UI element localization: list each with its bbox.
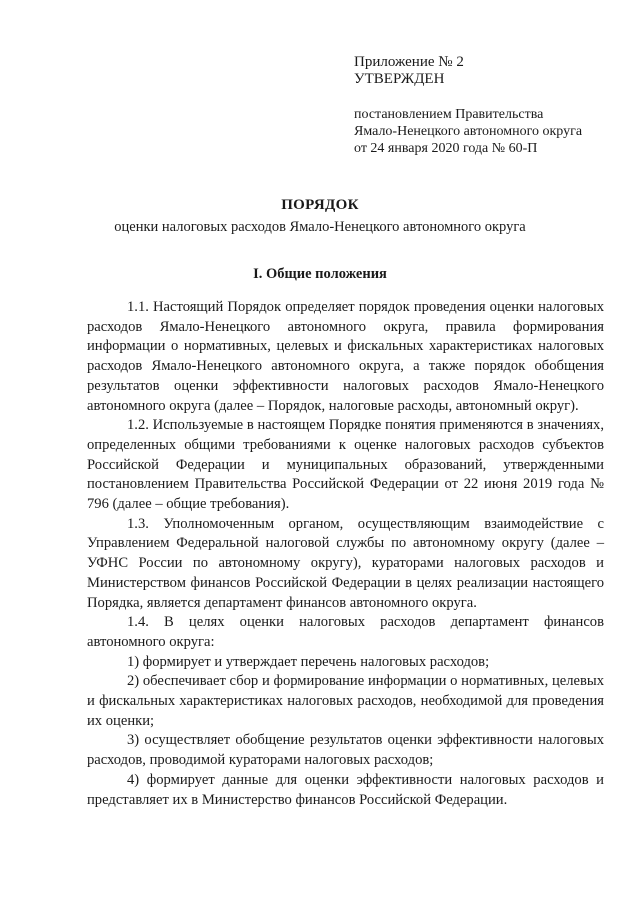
paragraph-1-3: 1.3. Уполномоченным органом, осуществляющим взаимодействие с Управлением Федеральной налоговой службы по автономному округу (далее – УФНС России по автономному округу), кураторами налоговых расходов и Министерством финансов Российской Федерации в целях реализации настоящего Порядка, является департамент финансов автономного округа.: [87, 515, 604, 611]
approval-header: [354, 54, 582, 157]
paragraph-1-1: 1.1. Настоящий Порядок определяет порядок проведения оценки налоговых расходов Ямало-Ненецкого автономного округа, правила формирования информации о нормативных, целевых и фискальных характеристиках налоговых расходов Ямало-Ненецкого автономного округа, а также порядок обобщения результатов оценки эффективности налоговых расходов Ямало-Ненецкого автономного округа (далее – Порядок, налоговые расходы, автономный округ).: [87, 299, 604, 414]
list-item-4: 4) формирует данные для оценки эффективности налоговых расходов и представляет их в Министерство финансов Российской Федерации.: [87, 771, 604, 808]
decree-line-2: Ямало-Ненецкого автономного округа: [354, 124, 583, 139]
document-body: [87, 298, 604, 810]
list-item-2: 2) обеспечивает сбор и формирование информации о нормативных, целевых и фискальных характеристиках налоговых расходов, необходимой для проведения их оценки;: [87, 673, 604, 729]
decree-line-3: от 24 января 2020 года № 60-П: [354, 141, 538, 156]
appendix-label: Приложение № 2: [354, 54, 464, 70]
approved-label: УТВЕРЖДЕН: [354, 71, 445, 87]
list-item-1: 1) формирует и утверждает перечень налоговых расходов;: [127, 653, 490, 670]
decree-line-1: постановлением Правительства: [354, 107, 544, 122]
paragraph-1-4: 1.4. В целях оценки налоговых расходов департамент финансов автономного округа:: [87, 614, 604, 650]
header-spacer: [354, 88, 582, 106]
document-subtitle: оценки налоговых расходов Ямало-Ненецкого автономного округа: [114, 219, 526, 235]
list-item-3: 3) осуществляет обобщение результатов оценки эффективности налоговых расходов, проводимой кураторами налоговых расходов;: [87, 732, 604, 769]
paragraph-1-2: 1.2. Используемые в настоящем Порядке понятия применяются в значениях, определенных общими требованиями к оценке налоговых расходов субъектов Российской Федерации и муниципальных образований, утвержденными постановлением Правительства Российской Федерации от 22 июня 2019 года № 796 (далее – общие требования).: [87, 417, 604, 513]
document-title: ПОРЯДОК: [281, 197, 359, 213]
section-heading: I. Общие положения: [253, 266, 387, 282]
